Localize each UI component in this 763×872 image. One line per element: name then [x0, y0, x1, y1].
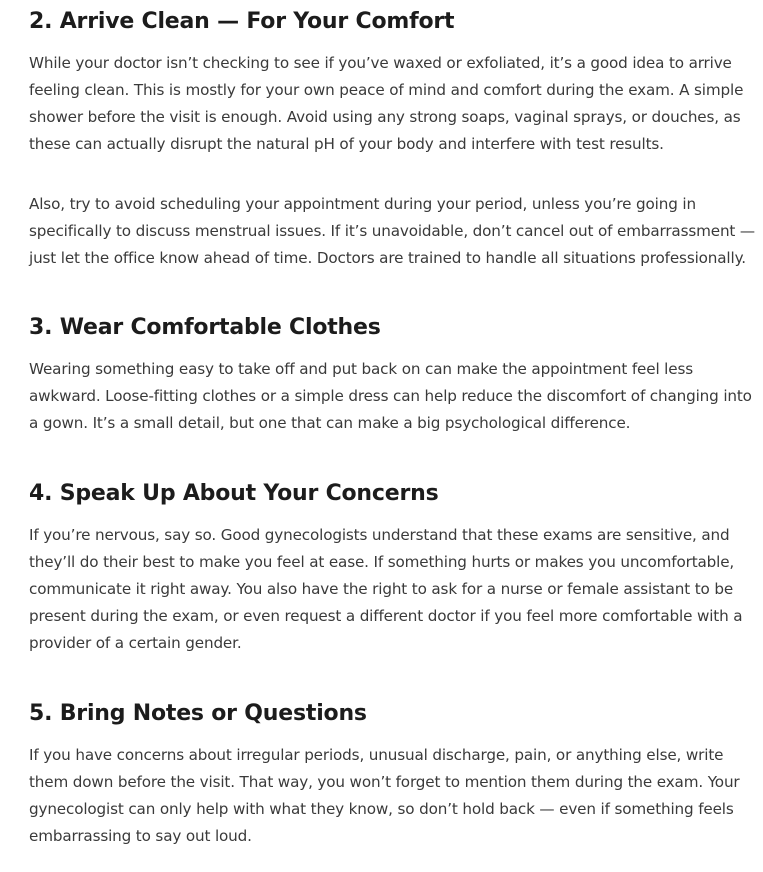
section-arrive-clean-body — [29, 50, 761, 158]
section-arrive-clean — [29, 6, 761, 38]
section-comfortable-clothes — [29, 312, 761, 344]
paragraph: If you have concerns about irregular periods, unusual discharge, pain, or anything else, write them down before the visit. That way, you won’t forget to mention them during the exam. Your gynecologist can only help with what they know, so don’t hold back — even if something feels embarrassing to say out loud. — [29, 746, 740, 845]
section-bring-notes-body — [29, 742, 761, 850]
section-heading: 3. Wear Comfortable Clothes — [29, 315, 381, 340]
section-speak-up — [29, 478, 761, 510]
section-bring-notes — [29, 698, 761, 730]
section-heading: 5. Bring Notes or Questions — [29, 701, 367, 726]
section-heading: 4. Speak Up About Your Concerns — [29, 481, 439, 506]
paragraph: Also, try to avoid scheduling your appointment during your period, unless you’re going in specifically to discuss menstrual issues. If it’s unavoidable, don’t cancel out of embarrassment — just let the office know ahead of time. Doctors are trained to handle all situations professionally. — [29, 195, 755, 267]
paragraph: Wearing something easy to take off and put back on can make the appointment feel less awkward. Loose-fitting clothes or a simple dress can help reduce the discomfort of changing into a gown. It’s a small detail, but one that can make a big psychological difference. — [29, 360, 752, 432]
section-comfortable-clothes-body — [29, 356, 761, 437]
paragraph: If you’re nervous, say so. Good gynecologists understand that these exams are sensitive, and they’ll do their best to make you feel at ease. If something hurts or makes you uncomfortable, communicate it right away. You also have the right to ask for a nurse or female assistant to be present during the exam, or even request a different doctor if you feel more comfortable with a provider of a certain gender. — [29, 526, 743, 652]
section-arrive-clean-body-2 — [29, 191, 761, 272]
section-speak-up-body — [29, 522, 761, 657]
paragraph: While your doctor isn’t checking to see if you’ve waxed or exfoliated, it’s a good idea to arrive feeling clean. This is mostly for your own peace of mind and comfort during the exam. A simple shower before the visit is enough. Avoid using any strong soaps, vaginal sprays, or douches, as these can actually disrupt the natural pH of your body and interfere with test results. — [29, 54, 744, 153]
section-heading: 2. Arrive Clean — For Your Comfort — [29, 9, 455, 34]
